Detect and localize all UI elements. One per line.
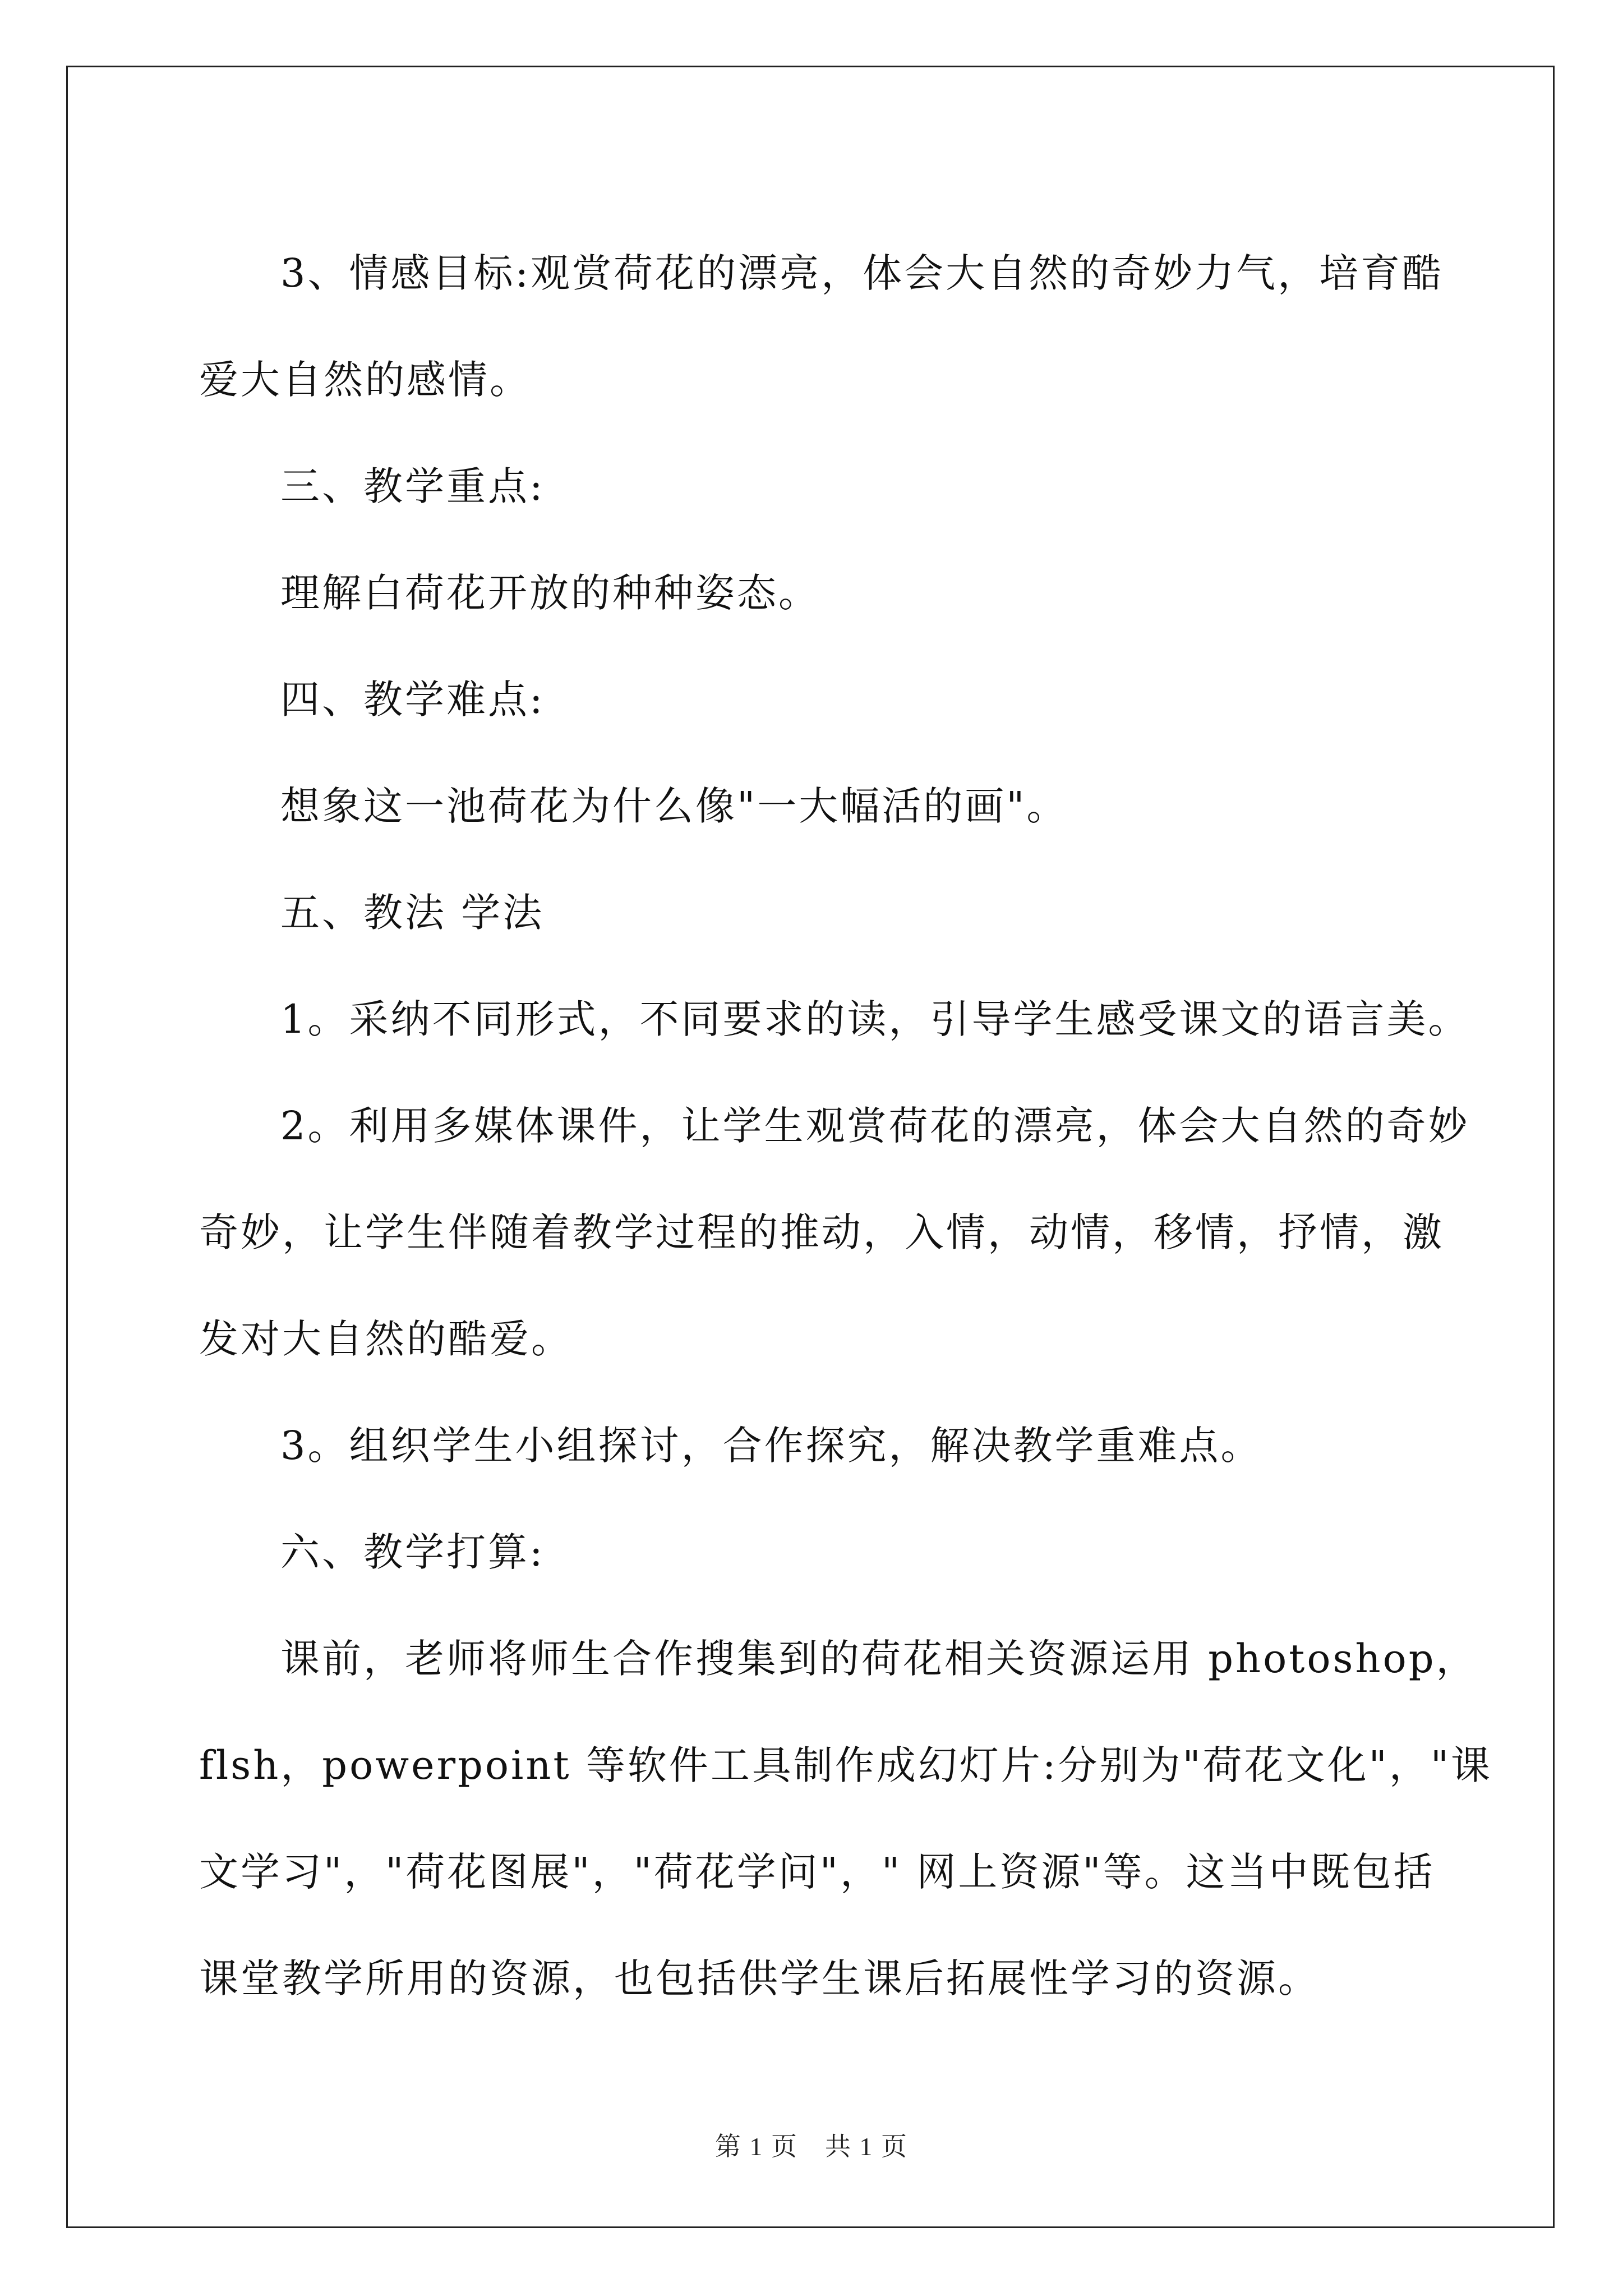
text-line: 课堂教学所用的资源，也包括供学生课后拓展性学习的资源。: [199, 1955, 1320, 2001]
text-line: 3、情感目标:观赏荷花的漂亮，体会大自然的奇妙力气，培育酷: [280, 250, 1444, 296]
section-heading: 五、教法 学法: [280, 890, 545, 936]
section-heading: 六、教学打算:: [280, 1529, 545, 1575]
text-line: 1。采纳不同形式，不同要求的读，引导学生感受课文的语言美。: [280, 996, 1470, 1042]
text-line: 想象这一池荷花为什么像"一大幅活的画"。: [280, 783, 1068, 829]
page-footer: [0, 2126, 1623, 2163]
text-line: 3。组织学生小组探讨，合作探究，解决教学重难点。: [280, 1423, 1262, 1469]
text-line: 课前，老师将师生合作搜集到的荷花相关资源运用 photoshop，: [280, 1636, 1478, 1682]
section-heading: 四、教学难点:: [280, 677, 545, 723]
text-line: 发对大自然的酷爱。: [199, 1316, 573, 1362]
text-line: 奇妙，让学生伴随着教学过程的推动，入情，动情，移情，抒情，激: [199, 1209, 1444, 1255]
text-line: 2。利用多媒体课件，让学生观赏荷花的漂亮，体会大自然的奇妙: [280, 1103, 1470, 1149]
page-number-label: 第 1 页 共 1 页: [715, 2132, 908, 2161]
section-heading: 三、教学重点:: [280, 463, 545, 509]
text-line: flsh，powerpoint 等软件工具制作成幻灯片:分别为"荷花文化"，"课: [199, 1742, 1493, 1788]
text-line: 爱大自然的感情。: [199, 357, 531, 403]
text-line: 理解白荷花开放的种种姿态。: [280, 570, 820, 616]
document-body: [199, 220, 1493, 2032]
text-line: 文学习"，"荷花图展"，"荷花学问"，" 网上资源"等。这当中既包括: [199, 1849, 1435, 1895]
